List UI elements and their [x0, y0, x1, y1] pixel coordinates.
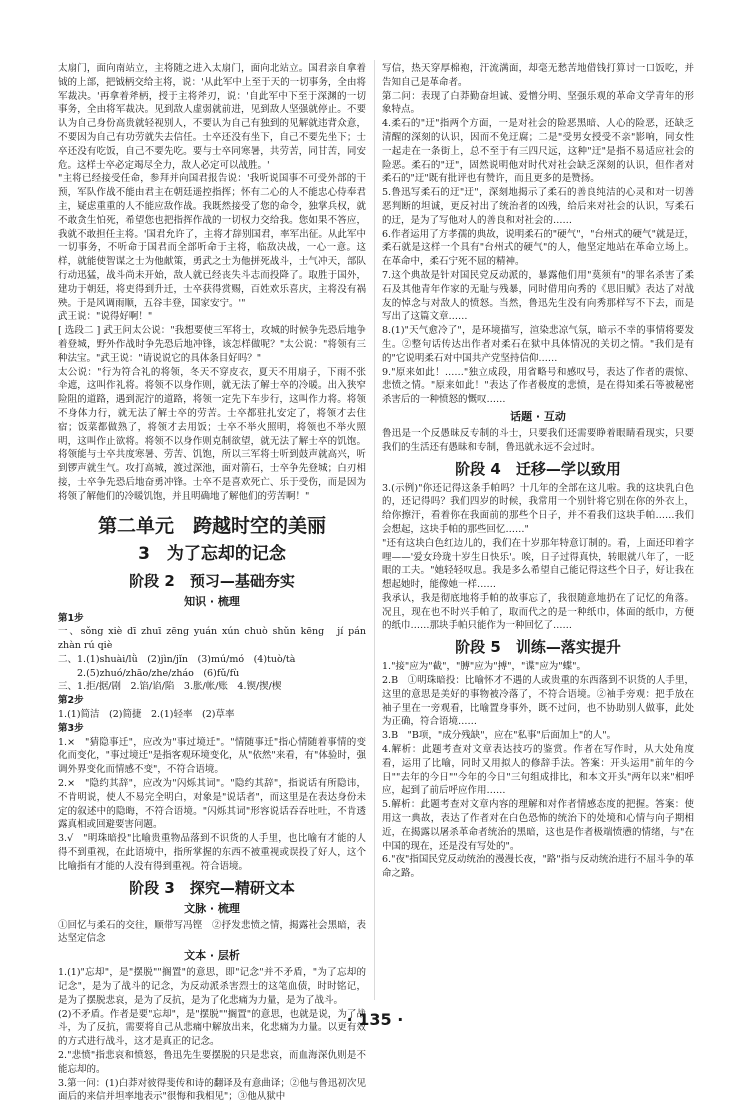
- answer-line: 4.柔石的"迂"指两个方面，一是对社会的险恶黑暗、人心的险恶，还缺乏清醒的深刻的认识，因而不免迂腐；二是"受男女授受不亲"影响，同女性一起走在一条街上，总不至于有三四尺远，这种"迂"是指不易适应社会的险恶。柔石的"迂"，固然说明他对时代对社会缺乏深刻的认识，但作者对柔石的"迂"既有批评也有赞许，而且更多的是赞扬。: [382, 118, 694, 185]
- answer-line: 6."夜"指国民党反动统治的漫漫长夜，"路"指与反动统治进行不屈斗争的革命之路。: [382, 854, 694, 880]
- paragraph: "还有这块白色红边儿的，我们在十岁那年特意订制的。看，上面还印着字哩——'爱女玲珑十岁生日快乐'。唉，日子过得真快，转眼就八年了，一眨眼的工夫。"她轻轻叹息。我是多么希望自己能记得这些个日子，好让我在想起她时，能像她一样……: [382, 537, 694, 591]
- paragraph: 3.(示例)"你还记得这条手帕吗？十几年的全部在这儿啦。我的这块乳白色的，还记得吗？我们四岁的时候，我常用一个别针将它别在你的外衣上，给你擦汗，看着你在我面前的那些个日子，并不看我们这块手帕……我们会想起，这块手帕的那些回忆……": [382, 482, 694, 535]
- page-number: · 135 ·: [346, 1010, 404, 1029]
- answer-line: 三、1.拒/据/剧 2.馅/谄/陷 3.胀/帐/账 4.锲/揳/楔: [58, 681, 282, 693]
- answer-line: ①回忆与柔石的交往，顺带写冯铿 ②抒发悲愤之情，揭露社会黑暗，表达坚定信念: [58, 919, 366, 945]
- lesson-title: 3 为了忘却的记念: [138, 543, 286, 564]
- paragraph: 武王说："说得好啊！": [58, 311, 153, 323]
- stage-heading: 阶段 3 探究—精研文本: [129, 878, 295, 897]
- paragraph: [ 选段二 ] 武王问太公说："我想要使三军将士，攻城的时候争先恐后地争着登城，野外作战时争先恐后地冲锋，该怎样做呢？"太公说："将领有三种法宝。"武王说："请说说它的具体条目好吗？": [58, 325, 366, 364]
- answer-line: 3.第一问：(1)白莽对彼得斐传和诗的翻译及有意曲译；②他与鲁迅初次见面后的来信并坦率地表示"很悔和我相见"；③他从狱中: [58, 1077, 366, 1103]
- answer-line: 3.B "B项，"成分残缺"，应在"私事"后面加上"的人"。: [382, 730, 617, 742]
- section-heading: 文本 · 层析: [184, 949, 240, 963]
- section-heading: 文脉 · 梳理: [184, 901, 240, 915]
- answer-line: 5.解析：此题考查对文章内容的理解和对作者情感态度的把握。答案：使用这一典故，表达了作者对在白色恐怖的统治下的处境和心情与向子期相近，在揭露以屠杀革命者统治的黑暗，这也是作者极端愤懑的情绪，与"在中国的现在，还是没有写处的"。: [382, 799, 694, 852]
- answer-line: 2.(5)zhuó/zhāo/zhe/zháo (6)fǔ/fù: [58, 667, 240, 679]
- stage-heading: 阶段 4 迁移—学以致用: [455, 459, 621, 478]
- answer-line: 4.解析：此题考查对文章表达技巧的鉴赏。作者在写作时，从大处角度看，运用了比喻，同时又用拟人的修辞手法。答案：开头运用"前年的今日""去年的今日""今年的今日"三句组成排比，和本文开头"两年以来"相呼应，起到了前后呼应作用……: [382, 744, 694, 797]
- left-column: [58, 62, 366, 1104]
- answer-line: 一、sǒng xiè dī zhuī zēng yuán xún chuò shǔn kēng jí pán zhàn rú qiè: [58, 626, 366, 652]
- paragraph: 太公说："行为符合礼的将领，冬天不穿皮衣，夏天不用扇子，下雨不张伞遮，这叫作礼将。将领不以身作则，就无法了解士卒的冷暖。出入狭窄险阻的道路，遇到泥泞的道路，将领一定先下车步行，这叫作力将。将领不身体力行，就无法了解士卒的劳苦。士卒都驻扎安定了，将领才去住宿；饭菜都做熟了，将领才去用饭；士卒不举火照明，将领也不举火照明，这叫作止欲将。将领不以身作则克制欲望，就无法了解士卒的饥饱。将领能与士卒共度寒暑、劳苦、饥饱，所以三军将士听到鼓声就高兴，听到锣声就生气。攻打高城，渡过深池，面对箭石，士卒争先登城；白刃相接，士卒争先恐后地奋勇冲锋。士卒不是喜欢死亡、乐于受伤，而是因为将领了解他们的冷暖饥饱，并且明确地了解他们的劳苦啊！": [58, 366, 366, 502]
- paragraph: 太扇门，面向南站立，主将随之进入太扇门，面向北站立。国君亲自拿着钺的上部，把钺柄交给主将，说：'从此军中上至于天的一切事务，全由将军裁决。'再拿着斧柄，授于主将斧刃，说：'自此军中下至于深渊的一切事务，全由将军裁决。见到敌人虚弱就前进，见到敌人坚强就停止。不要认为自己身份高贵就轻视别人，不要认为自己有独到的见解就违背众意，不要因为自己有功劳就失去信任。士卒还没有坐下，自己不要先坐下；士卒还没有吃饭，自己不要先吃。要与士卒同寒暑，共劳苦，同甘苦，同安危。这样士卒必定竭尽全力，敌人必定可以战胜。': [58, 63, 366, 171]
- paragraph: 鲁迅是一个反愚昧反专制的斗士，只要我们还需要睁着眼睛看现实，只要我们的生活还有愚昧和专制，鲁迅就永远不会过时。: [382, 427, 694, 453]
- answer-line: 2."悲愤"指悲哀和愤怒，鲁迅先生要摆脱的只是悲哀，而血海深仇则是不能忘却的。: [58, 1050, 366, 1075]
- paragraph: 我承认，我是彻底地将手帕的故事忘了，我很随意地扔在了记忆的角落。况且，现在也不时兴手帕了，取而代之的是一种纸巾，体面的纸巾，方便的纸巾……那块手帕只能作为一种回忆了……: [382, 592, 694, 632]
- answer-line: 2.B ①明珠暗投：比喻怀才不遇的人或贵重的东西落到不识货的人手里，这里的意思是美好的事物被冷落了，不符合语境。②袖手旁观：把手放在袖子里在一旁观看，比喻置身事外，既不过问，也不协助别人做事，此处为正确，符合语境……: [382, 675, 694, 728]
- column-divider: [374, 60, 375, 1000]
- paragraph: "主将已经接受任命，参拜并向国君报告说：'我听说国事不可受外部的干预，军队作战不能由君主在朝廷遥控指挥；怀有二心的人不能忠心侍奉君主，疑虑重重的人不能应敌作战。我既然接受了您的命令，独掌兵权，就不敢贪生怕死，希望您也把指挥作战的一切权力交给我。您如果不答应，我就不敢担任主将。'国君允许了，主将才辞别国君，率军出征。从此军中一切事务，不听命于国君而全部听命于主将，临敌决战，一心一意。这样，就能使智谋之士为他献策，勇武之士为他拼死战斗，士气冲天，部队行动迅猛，战斗尚未开始，敌人就已经丧失斗志而投降了。取胜于国外，建功于朝廷，将吏得到升迁，士卒获得赏赐，百姓欢乐喜庆，主将没有祸殃。于是风调雨顺，五谷丰登，国家安宁。'": [58, 173, 366, 309]
- step-label: 第3步: [58, 722, 84, 734]
- answer-line: 1."接"应为"截"，"膊"应为"搏"，"谍"应为"蝶"。: [382, 661, 586, 673]
- answer-line: 7.这个典故是针对国民党反动派的，暴露他们用"莫须有"的罪名杀害了柔石及其他青年作家的无耻与残暴，同时借用向秀的《思旧赋》表达了对战友的悼念与对敌人的愤怒。当然，鲁迅先生没有向秀那样写不下去，而是写出了这篇文章……: [382, 269, 694, 323]
- answer-line: 3.√ "明珠暗投"比喻贵重物品落到不识货的人手里，也比喻有才能的人得不到重视，在此语境中，指所掌握的东西不被重视或误投了好人，这个比喻指有才能的人没有得到重视。符合语境。: [58, 833, 366, 872]
- answer-line: 8.(1)"天气愈冷了"，是环境描写，渲染悲凉气氛，暗示不幸的事情将要发生。②整句话传达出作者对柔石在狱中具体情况的关切之情。"我们是有的"它说明柔石对中国共产党坚持信仰……: [382, 325, 694, 364]
- paragraph: 写信，热天穿厚棉袍，汗流满面，却毫无愁苦地借钱打算讨一口饭吃，并告知自己是革命者。: [382, 63, 694, 88]
- answer-line: 6.作者运用了方孝孺的典故，说明柔石的"硬气"，"台州式的硬气"就是迂，柔石就是这样一个具有"台州式的硬气"的人，他坚定地站在革命立场上。在革命中，柔石宁死不屈的精神。: [382, 228, 694, 268]
- step-label: 第1步: [58, 612, 84, 624]
- stage-heading: 阶段 5 训练—落实提升: [455, 638, 621, 657]
- step-label: 第2步: [58, 695, 84, 707]
- section-heading: 知识 · 梳理: [184, 594, 240, 608]
- answer-line: 2.× "隐约其辞"，应改为"闪烁其词"。"隐约其辞"，指说话有所隐讳，不肯明说，使人不易完全明白，对象是"说话者"，而这里是在表达身份未定的叙述中的隐晦，不符合语境。"闪烁其词"形容说话吞吞吐吐，不肯透露真相或回避要害问题。: [58, 778, 366, 831]
- answer-line: 二、1.(1)shuài/lǜ (2)jìn/jǐn (3)mú/mó (4)tuò/tà: [58, 653, 296, 665]
- answer-line: 1.× "猜隐事迁"，应改为"事过境迁"。"情随事迁"指心情随着事情的变化而变化，"事过境迁"是指客观环境变化，从"依然"来看，有"体验时，强调外界变化而情感不变"，不符合语境。: [58, 736, 366, 776]
- answer-line: (2)不矛盾。作者是要"忘却"，是"摆脱""搁置"的意思，也就是说，为了战斗，为了反抗，需要将自己从悲痛中解放出来，化悲痛为力量。以更有效的方式进行战斗，这才是真正的记念。: [58, 1008, 366, 1048]
- right-column: [382, 62, 694, 881]
- unit-title: 第二单元 跨越时空的美丽: [97, 514, 326, 537]
- answer-line: 1.(1)"忘却"，是"摆脱""搁置"的意思，即"记念"并不矛盾，"为了忘却的记念"，是为了战斗的记念，为反动派杀害烈士的这笔血债，时时铭记，是为了摆脱悲哀，是为了反抗，是为了化悲痛为力量，是为了战斗。: [58, 967, 366, 1006]
- section-heading: 话题 · 互动: [510, 409, 566, 423]
- answer-line: 9."原来如此！……"独立成段，用省略号和感叹号，表达了作者的震惊、悲愤之情。"原来如此！"表达了作者极度的悲愤，是在得知柔石等被秘密杀害后的一种愤怒的慨叹……: [382, 366, 694, 406]
- paragraph: 第二问：表现了白莽勤奋坦诚、爱憎分明、坚强乐观的革命文学青年的形象特点。: [382, 90, 694, 116]
- answer-line: 1.(1)简洁 (2)简捷 2.(1)轻率 (2)草率: [58, 709, 235, 721]
- answer-line: 5.鲁迅写柔石的迂"迂"，深刻地揭示了柔石的善良纯洁的心灵和对一切善恶判断的坦诚，更反衬出了统治者的凶残，给后来对社会的认识，写柔石的迂，是为了写他对人的善良和对社会的……: [382, 187, 694, 226]
- stage-heading: 阶段 2 预习—基础夯实: [129, 571, 295, 590]
